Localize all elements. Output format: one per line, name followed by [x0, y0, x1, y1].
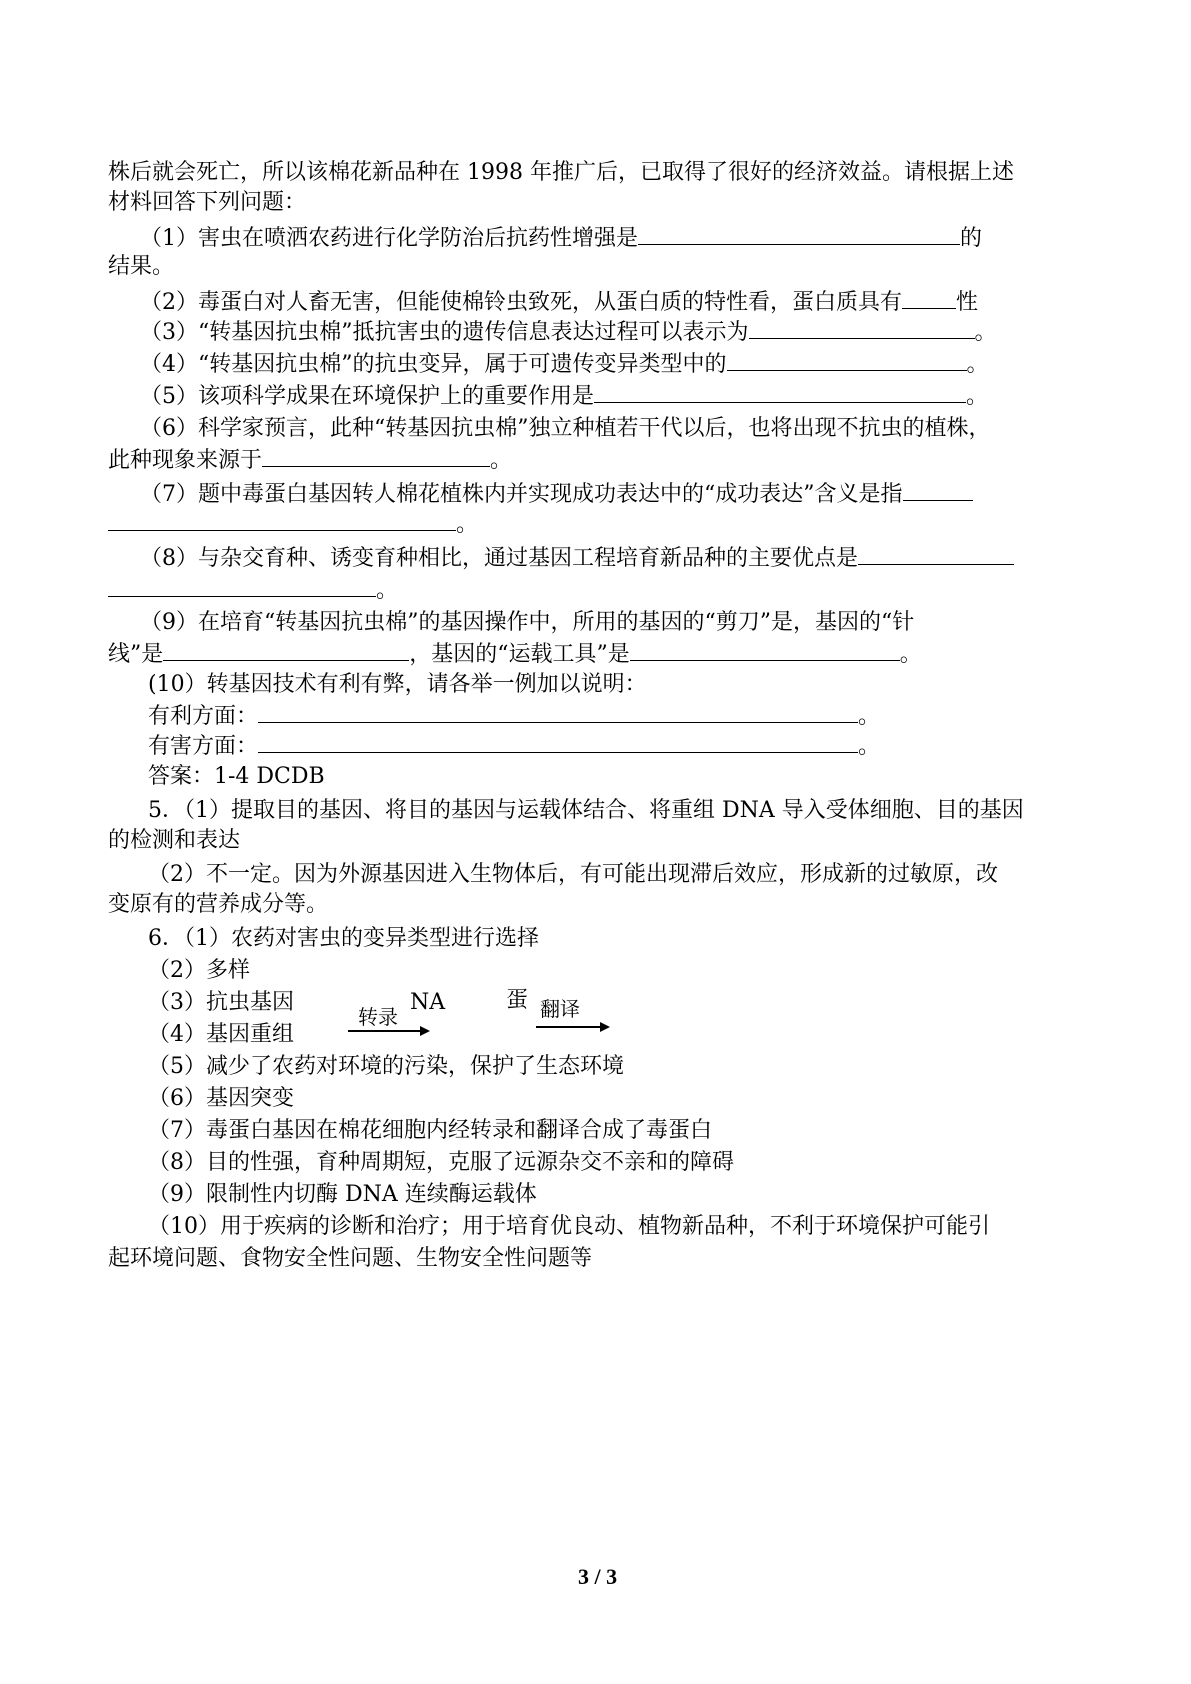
intro-line-1: 株后就会死亡，所以该棉花新品种在 1998 年推广后，已取得了很好的经济效益。请根据上述: [108, 160, 1014, 185]
question-8: [140, 542, 1014, 574]
diagram-dna-text: NA: [410, 990, 446, 1015]
question-6-tail: 。: [490, 448, 513, 473]
question-5-blank: [594, 380, 966, 403]
question-7-tail: 。: [456, 512, 479, 537]
question-10-harm: [148, 730, 880, 762]
answer-heading: 答案：1-4 DCDB: [148, 764, 325, 789]
question-10-harm-label: 有害方面：: [148, 734, 259, 759]
diagram-transcribe-arrow: [348, 1030, 428, 1032]
question-5-text: （5）该项科学成果在环境保护上的重要作用是: [140, 384, 594, 409]
question-1-tail: 的: [960, 226, 983, 251]
question-7-text: （7）题中毒蛋白基因转人棉花植株内并实现成功表达中的“成功表达”含义是指: [140, 482, 903, 507]
question-9-blank-2: [630, 638, 900, 661]
question-1: [140, 222, 982, 254]
question-9-text-c: ，基因的“运载工具”是: [409, 642, 630, 667]
answer-6-10-line-1: （10）用于疾病的诊断和治疗；用于培育优良动、植物新品种，不利于环境保护可能引: [148, 1214, 990, 1239]
answer-6-2: （2）多样: [148, 958, 250, 983]
question-2: [140, 286, 978, 318]
answer-6-10-line-2: 起环境问题、食物安全性问题、生物安全性问题等: [108, 1246, 593, 1271]
question-3-tail: 。: [974, 320, 997, 345]
question-10-benefit: [148, 700, 880, 732]
question-10-harm-tail: 。: [858, 734, 881, 759]
question-10-harm-blank: [258, 730, 858, 753]
answer-6-7: （7）毒蛋白基因在棉花细胞内经转录和翻译合成了毒蛋白: [148, 1118, 712, 1143]
question-6: （6）科学家预言，此种“转基因抗虫棉”独立种植若干代以后，也将出现不抗虫的植株，: [140, 416, 991, 441]
question-9-blank-1: [163, 638, 409, 661]
question-9-text-b: 线”是: [108, 642, 164, 667]
question-7: [140, 478, 973, 510]
question-3-text: （3）“转基因抗虫棉”抵抗害虫的遗传信息表达过程可以表示为: [140, 320, 749, 345]
answer-5-line-2: 的检测和表达: [108, 828, 241, 853]
question-1-text: （1）害虫在喷洒农药进行化学防治后抗药性增强是: [140, 226, 638, 251]
question-5-tail: 。: [966, 384, 989, 409]
diagram-protein-text: 蛋: [506, 988, 529, 1013]
question-10-benefit-label: 有利方面：: [148, 704, 259, 729]
answer-6-3: （3）抗虫基因: [148, 990, 294, 1015]
question-9: （9）在培育“转基因抗虫棉”的基因操作中，所用的基因的“剪刀”是，基因的“针: [140, 610, 915, 635]
question-8-blank-1: [858, 542, 1014, 565]
answer-6-1: 6．（1）农药对害虫的变异类型进行选择: [148, 926, 539, 951]
question-2-tail: 性: [956, 290, 979, 315]
question-10-benefit-tail: 。: [858, 704, 881, 729]
question-4-tail: 。: [966, 352, 989, 377]
question-2-blank: [902, 286, 956, 309]
question-7-blank-1: [903, 478, 973, 501]
answer-6-8: （8）目的性强，育种周期短，克服了远源杂交不亲和的障碍: [148, 1150, 734, 1175]
question-5: [140, 380, 988, 412]
question-10-benefit-blank: [258, 700, 858, 723]
diagram-translate-label: 翻译: [540, 997, 580, 1021]
answer-6-5: （5）减少了农药对环境的污染，保护了生态环境: [148, 1054, 624, 1079]
question-8-text: （8）与杂交育种、诱变育种相比，通过基因工程培育新品种的主要优点是: [140, 546, 858, 571]
question-10: (10）转基因技术有利有弊，请各举一例加以说明：: [148, 672, 647, 697]
intro-line-2: 材料回答下列问题：: [108, 190, 307, 215]
question-1-cont: 结果。: [108, 254, 175, 279]
question-8-blank-2: [108, 574, 376, 597]
answer-5-line-3: （2）不一定。因为外源基因进入生物体后，有可能出现滞后效应，形成新的过敏原，改: [148, 862, 998, 887]
question-9-tail: 。: [899, 642, 922, 667]
question-4-blank: [727, 348, 967, 371]
question-8-tail: 。: [376, 578, 399, 603]
question-4: [140, 348, 989, 380]
question-1-blank: [638, 222, 960, 245]
answer-5-line-4: 变原有的营养成分等。: [108, 892, 329, 917]
question-2-text: （2）毒蛋白对人畜无害，但能使棉铃虫致死，从蛋白质的特性看，蛋白质具有: [140, 290, 902, 315]
diagram-translate-arrow: [536, 1026, 608, 1028]
question-6-blank: [262, 444, 490, 467]
question-8-cont: [108, 574, 398, 606]
diagram-transcribe-label: 转录: [358, 1005, 398, 1029]
question-7-blank-2: [108, 508, 456, 531]
answer-6-6: （6）基因突变: [148, 1086, 294, 1111]
question-4-text: （4）“转基因抗虫棉”的抗虫变异，属于可遗传变异类型中的: [140, 352, 727, 377]
question-9-cont: [108, 638, 922, 670]
answer-5-line-1: 5．（1）提取目的基因、将目的基因与运载体结合、将重组 DNA 导入受体细胞、目的基因: [148, 798, 1024, 823]
question-6-text: 此种现象来源于: [108, 448, 263, 473]
question-3: [140, 316, 997, 348]
question-6-cont: [108, 444, 512, 476]
page-number: 3 / 3: [578, 1564, 618, 1589]
answer-6-4: （4）基因重组: [148, 1022, 294, 1047]
question-7-cont: [108, 508, 478, 540]
question-3-blank: [749, 316, 975, 339]
answer-6-9: （9）限制性内切酶 DNA 连续酶运载体: [148, 1182, 537, 1207]
